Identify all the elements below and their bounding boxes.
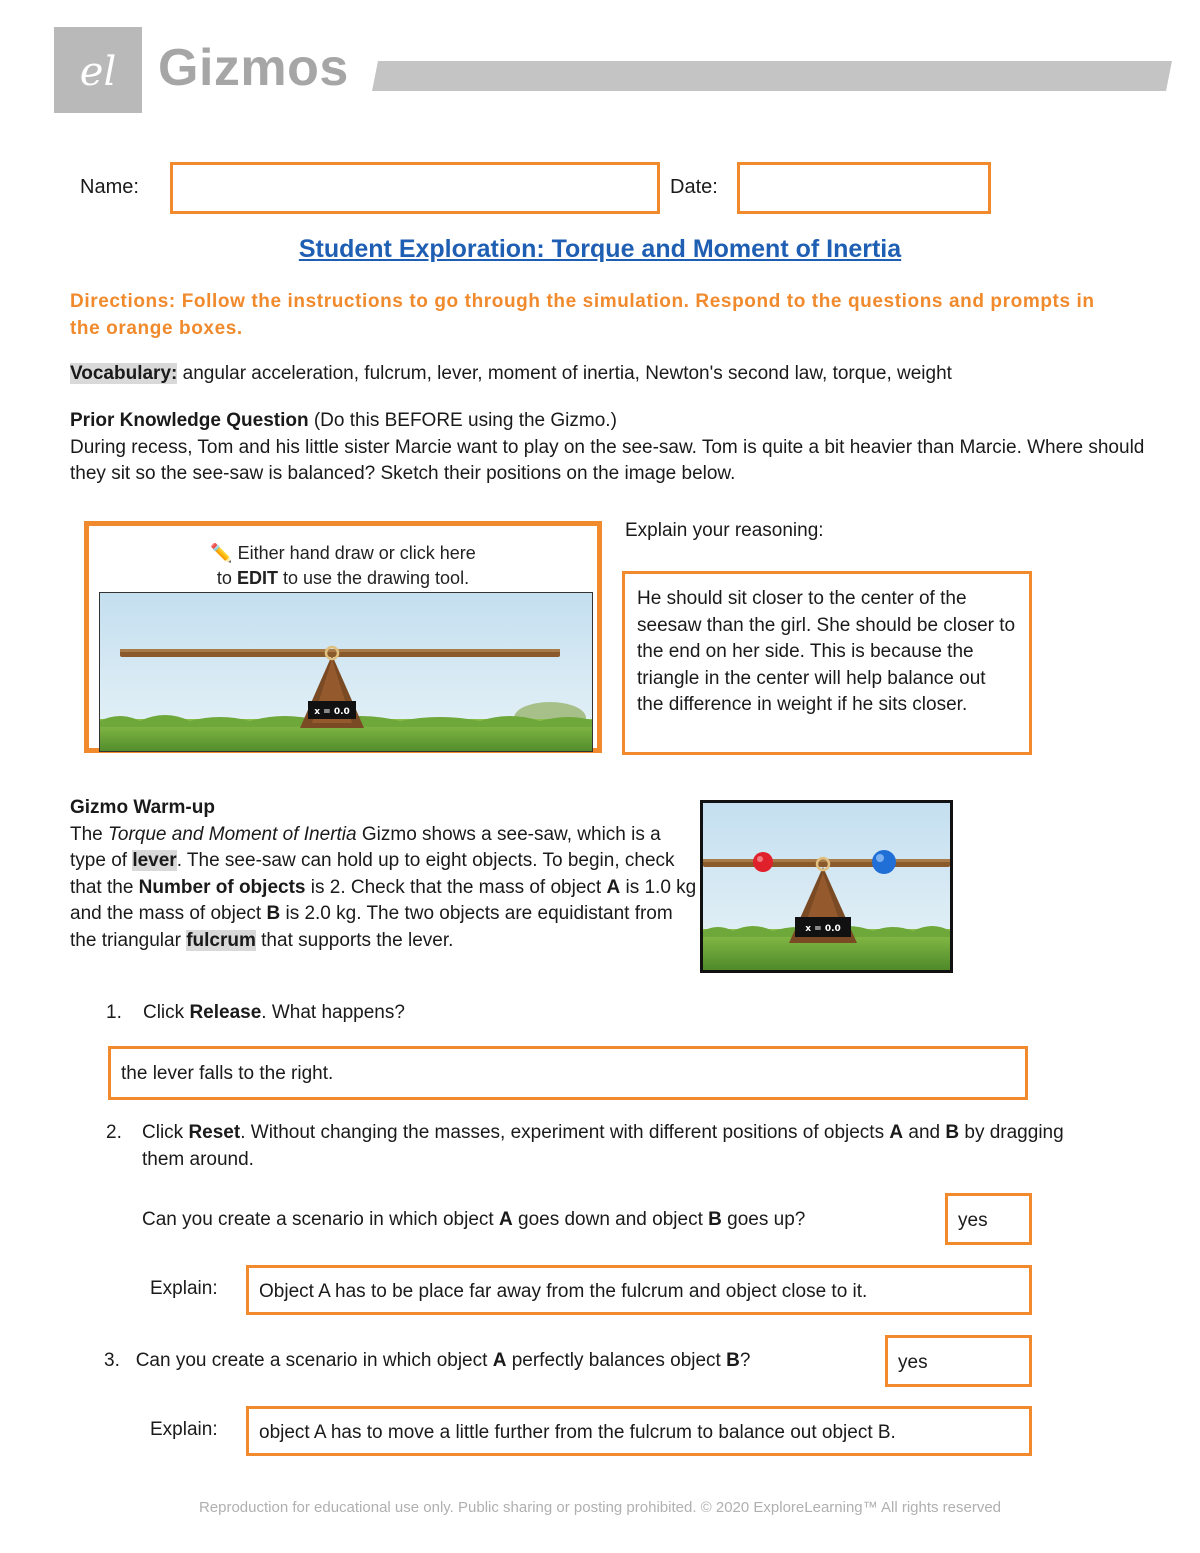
q3-answer: yes	[898, 1352, 928, 1373]
reasoning-answer-box[interactable]	[622, 571, 1032, 755]
q1-answer-box[interactable]	[108, 1046, 1028, 1100]
object-b: B	[708, 1209, 722, 1230]
question-3	[104, 1348, 750, 1375]
question-text: goes down and object	[512, 1209, 709, 1230]
question-text: goes up?	[721, 1209, 806, 1230]
warmup-text: is 2.0 kg. The two objects are equidistant from the triangular	[70, 903, 673, 951]
question-text: by dragging them around.	[142, 1122, 1064, 1170]
warmup-text: is 2. Check that the mass of object	[305, 876, 607, 898]
question-text: Can you create a scenario in which object	[135, 1350, 493, 1371]
object-a: A	[498, 1209, 513, 1230]
object-b: B	[726, 1350, 740, 1371]
directions: Directions: Follow the instructions to go through the simulation. Respond to the questions and prompts in the orange boxes.	[70, 291, 1095, 339]
warmup-text: is 1.0 kg and the mass of object	[70, 876, 697, 924]
prior-knowledge	[70, 408, 1150, 488]
seesaw-scene	[99, 592, 593, 752]
vocabulary-label: Vocabulary:	[70, 363, 178, 384]
gizmo-screenshot	[700, 800, 953, 973]
footer: Reproduction for educational use only. Public sharing or posting prohibited. © 2020 ExploreLearning™ All rights reserved	[198, 1499, 1002, 1516]
q3-explain-box[interactable]	[246, 1406, 1032, 1456]
date-label: Date:	[670, 176, 718, 198]
warmup-text: Gizmo shows a see-saw, which is a type of	[70, 823, 661, 871]
warmup-text: The	[70, 823, 109, 845]
object-a: A	[492, 1350, 507, 1371]
q2a-answer-box[interactable]	[945, 1193, 1032, 1245]
question-text: ?	[739, 1350, 751, 1371]
gizmos-logo	[54, 27, 142, 113]
number-of-objects-term: Number of objects	[138, 876, 306, 898]
prior-body: During recess, Tom and his little sister Marcie want to play on the see-saw. Tom is quite a bit heavier than Marcie. Where should they sit so the see-saw is balanced? Sketch their positions on the image below.	[70, 436, 1145, 484]
question-text: and	[903, 1122, 946, 1143]
warmup-text: that supports the lever.	[255, 929, 454, 951]
prior-heading: Prior Knowledge Question	[70, 410, 309, 431]
question-text: . What happens?	[261, 1002, 405, 1023]
question-2	[106, 1120, 1106, 1173]
readout-text: x = 0.0	[805, 924, 841, 934]
q3-explain-label: Explain:	[150, 1419, 218, 1440]
object-b: B	[266, 903, 281, 924]
q3-answer-box[interactable]	[885, 1335, 1032, 1387]
readout-text: x = 0.0	[314, 707, 350, 717]
prior-note: (Do this BEFORE using the Gizmo.)	[313, 410, 617, 431]
vocabulary-terms: angular acceleration, fulcrum, lever, moment of inertia, Newton's second law, torque, weight	[182, 363, 952, 384]
header-bar	[372, 61, 1172, 91]
question-1	[106, 1000, 1106, 1027]
warmup-section	[70, 795, 700, 954]
draw-prompt-line1: Either hand draw or click here	[237, 543, 476, 563]
q2a-answer: yes	[958, 1210, 988, 1231]
explain-reasoning-label: Explain your reasoning:	[625, 520, 824, 541]
q2-explain-label: Explain:	[150, 1278, 218, 1299]
question-number: 3.	[104, 1350, 120, 1371]
q2-explain-answer: Object A has to be place far away from the fulcrum and object close to it.	[259, 1281, 868, 1302]
question-2a	[142, 1207, 805, 1234]
term-fulcrum: fulcrum	[186, 929, 256, 951]
gizmo-name: Torque and Moment of Inertia	[108, 823, 357, 845]
release-term: Release	[189, 1002, 262, 1023]
object-b: B	[945, 1122, 960, 1143]
question-number: 1.	[106, 1002, 122, 1023]
vocabulary	[70, 361, 1150, 388]
question-text: Can you create a scenario in which object	[142, 1209, 499, 1230]
object-a: A	[606, 876, 621, 898]
name-label: Name:	[80, 176, 139, 198]
question-text: Click	[142, 1122, 189, 1143]
q1-answer: the lever falls to the right.	[121, 1063, 334, 1084]
svg-text:el: el	[79, 49, 117, 95]
question-text: Click	[142, 1002, 190, 1023]
warmup-heading: Gizmo Warm-up	[70, 797, 215, 818]
edit-link[interactable]: EDIT	[236, 568, 278, 588]
term-lever: lever	[132, 850, 177, 871]
draw-prompt-pre: to	[216, 568, 237, 588]
warmup-text: . The see-saw can hold up to eight objects. To begin, check that the	[70, 850, 675, 898]
object-b-ball[interactable]	[872, 850, 896, 874]
pencil-icon: ✏️	[210, 543, 233, 563]
question-number: 2.	[106, 1122, 122, 1143]
page-title: Student Exploration: Torque and Moment of Inertia	[298, 235, 902, 263]
reasoning-answer: He should sit closer to the center of the seesaw than the girl. She should be closer to the end on her side. This is because the triangle in the center will help balance out the difference in weight if he sits closer.	[637, 588, 1016, 715]
draw-prompt	[89, 541, 597, 591]
name-input[interactable]	[170, 162, 660, 214]
draw-prompt-post: to use the drawing tool.	[277, 568, 470, 588]
object-a-ball[interactable]	[753, 852, 773, 872]
reset-term: Reset	[188, 1122, 241, 1143]
brand-name: Gizmos	[158, 39, 349, 97]
date-input[interactable]	[737, 162, 991, 214]
q2-explain-box[interactable]	[246, 1265, 1032, 1315]
q3-explain-answer: object A has to move a little further from the fulcrum to balance out object B.	[259, 1422, 896, 1443]
question-text: perfectly balances object	[506, 1350, 727, 1371]
drawing-area[interactable]	[84, 521, 602, 753]
question-text: . Without changing the masses, experiment with different positions of objects	[240, 1122, 890, 1143]
object-a: A	[889, 1122, 904, 1143]
el-logo-icon	[54, 27, 142, 113]
